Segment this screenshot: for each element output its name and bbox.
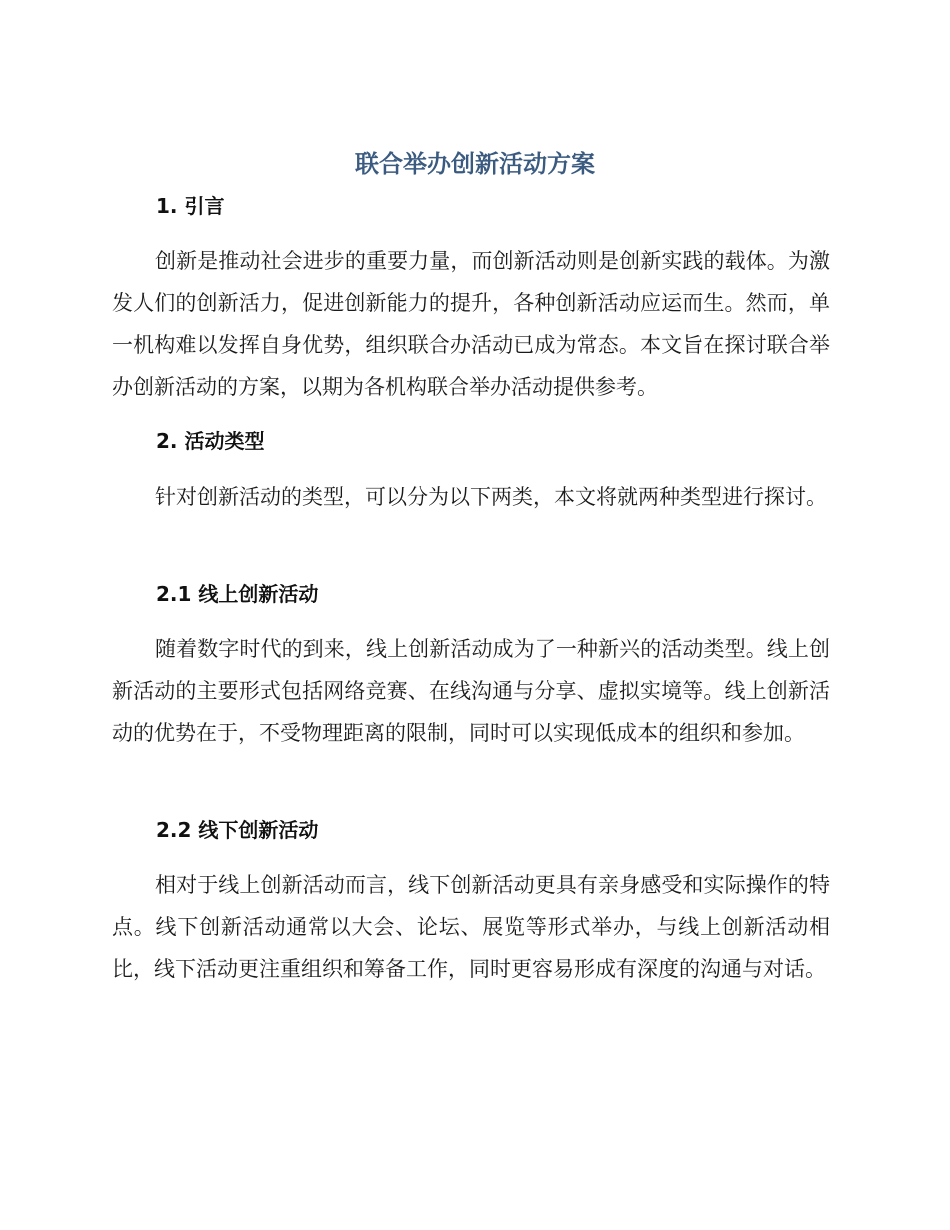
section-heading-online-activities: 2.1 线上创新活动 — [156, 582, 319, 606]
section-body-activity-types: 针对创新活动的类型，可以分为以下两类，本文将就两种类型进行探讨。 — [155, 485, 827, 509]
section-body-introduction: 创新是推动社会进步的重要力量，而创新活动则是创新实践的载体。为激发人们的创新活力，促进创新能力的提升，各种创新活动应运而生。然而，单一机构难以发挥自身优势，组织联合办活动已成为常态。本文旨在探讨联合举办创新活动的方案，以期为各机构联合举办活动提供参考。 — [112, 249, 830, 399]
section-heading-offline-activities: 2.2 线下创新活动 — [156, 818, 319, 842]
section-body-offline-activities: 相对于线上创新活动而言，线下创新活动更具有亲身感受和实际操作的特点。线下创新活动通常以大会、论坛、展览等形式举办，与线上创新活动相比，线下活动更注重组织和筹备工作，同时更容易形成有深度的沟通与对话。 — [112, 873, 830, 981]
section-body-online-activities: 随着数字时代的到来，线上创新活动成为了一种新兴的活动类型。线上创新活动的主要形式包括网络竞赛、在线沟通与分享、虚拟实境等。线上创新活动的优势在于，不受物理距离的限制，同时可以实现低成本的组织和参加。 — [112, 637, 830, 745]
section-heading-activity-types: 2. 活动类型 — [156, 429, 265, 453]
document-title: 联合举办创新活动方案 — [355, 150, 595, 178]
section-heading-introduction: 1. 引言 — [156, 194, 225, 218]
